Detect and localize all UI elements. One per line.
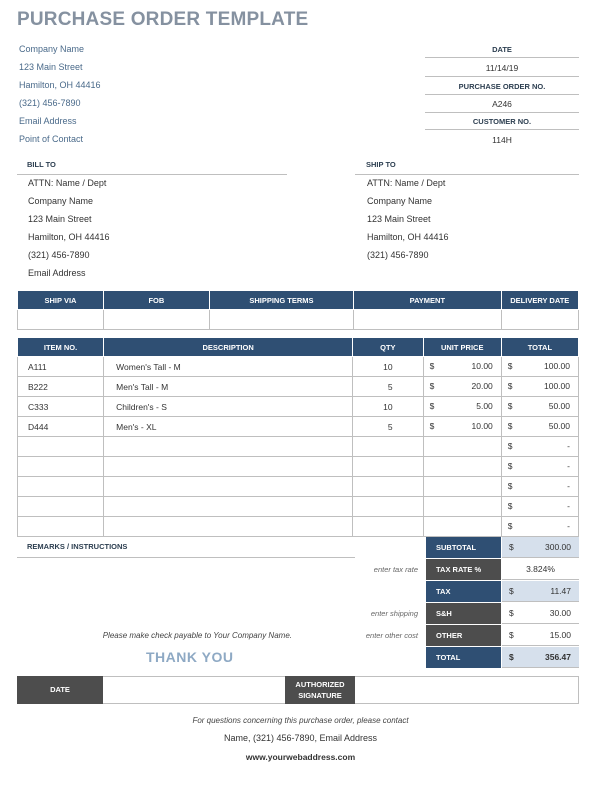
total-amount: - xyxy=(567,501,570,511)
bill-to-line: Hamilton, OH 44416 xyxy=(28,232,110,242)
total-value xyxy=(502,647,579,668)
item-no-cell[interactable] xyxy=(18,497,104,517)
unit-price-cell[interactable] xyxy=(423,437,501,457)
customer-value[interactable]: 114H xyxy=(492,135,512,145)
description-cell[interactable]: Men's Tall - M xyxy=(104,377,353,397)
currency-symbol: $ xyxy=(507,461,513,471)
company-street: 123 Main Street xyxy=(19,62,83,72)
description-cell[interactable] xyxy=(104,437,353,457)
shipping-terms-header: SHIPPING TERMS xyxy=(209,291,353,310)
item-no-cell[interactable]: D444 xyxy=(18,417,104,437)
subtotal-label: SUBTOTAL xyxy=(426,537,501,558)
unit-price-header: UNIT PRICE xyxy=(423,338,501,357)
customer-label: CUSTOMER NO. xyxy=(472,117,532,126)
ship-to-line: (321) 456-7890 xyxy=(367,250,429,260)
ship-to-line: Hamilton, OH 44416 xyxy=(367,232,449,242)
currency-symbol: $ xyxy=(429,361,435,371)
total-amount: - xyxy=(567,481,570,491)
total-label: TOTAL xyxy=(426,647,501,668)
page-title: PURCHASE ORDER TEMPLATE xyxy=(17,9,309,30)
currency-symbol: $ xyxy=(507,361,513,371)
table-row xyxy=(18,437,579,457)
table-row xyxy=(18,497,579,517)
currency-symbol: $ xyxy=(507,381,513,391)
unit-price-cell[interactable] xyxy=(423,517,501,537)
item-no-cell[interactable]: B222 xyxy=(18,377,104,397)
subtotal-value xyxy=(502,537,579,558)
unit-price-cell[interactable] xyxy=(423,497,501,517)
date-value[interactable]: 11/14/19 xyxy=(485,63,519,73)
qty-cell[interactable] xyxy=(353,517,424,537)
item-no-cell[interactable] xyxy=(18,437,104,457)
fob-cell[interactable] xyxy=(104,310,210,330)
description-cell[interactable] xyxy=(104,517,353,537)
table-row xyxy=(18,477,579,497)
unit-price-cell[interactable] xyxy=(423,357,501,377)
total-cell xyxy=(501,497,578,517)
payment-header: PAYMENT xyxy=(354,291,501,310)
qty-cell[interactable]: 5 xyxy=(353,377,424,397)
ship-via-cell[interactable] xyxy=(18,310,104,330)
po-value[interactable]: A246 xyxy=(492,99,512,109)
bill-to-line: ATTN: Name / Dept xyxy=(28,178,107,188)
tax-rate-label: TAX RATE % xyxy=(426,559,501,580)
description-cell[interactable] xyxy=(104,457,353,477)
currency-symbol: $ xyxy=(429,421,435,431)
payable-note: Please make check payable to Your Company Name. xyxy=(102,631,292,640)
unit-price-cell[interactable] xyxy=(423,477,501,497)
table-row xyxy=(18,517,579,537)
currency-symbol: $ xyxy=(509,542,514,552)
footer-contact: Name, (321) 456-7890, Email Address xyxy=(223,733,378,743)
item-no-cell[interactable]: A111 xyxy=(18,357,104,377)
currency-symbol: $ xyxy=(507,501,513,511)
currency-symbol: $ xyxy=(509,652,514,662)
item-no-header: ITEM NO. xyxy=(18,338,104,357)
date-label: DATE xyxy=(492,45,512,54)
description-cell[interactable]: Children's - S xyxy=(104,397,353,417)
currency-symbol: $ xyxy=(507,441,513,451)
delivery-date-header: DELIVERY DATE xyxy=(501,291,578,310)
ship-via-header: SHIP VIA xyxy=(18,291,104,310)
currency-symbol: $ xyxy=(507,481,513,491)
other-label: OTHER xyxy=(426,625,501,646)
currency-symbol: $ xyxy=(507,521,513,531)
table-row xyxy=(18,357,579,377)
table-row xyxy=(18,417,579,437)
signature-field[interactable] xyxy=(355,676,579,704)
company-city: Hamilton, OH 44416 xyxy=(19,80,101,90)
other-hint: enter other cost xyxy=(365,631,418,640)
sh-label: S&H xyxy=(426,603,501,624)
footer-web[interactable]: www.yourwebaddress.com xyxy=(245,752,356,762)
item-no-cell[interactable]: C333 xyxy=(18,397,104,417)
tax-rate-hint: enter tax rate xyxy=(373,565,418,574)
tax-rate-value[interactable] xyxy=(502,559,579,580)
bill-to-line: Company Name xyxy=(28,196,94,206)
total-cell xyxy=(501,477,578,497)
total-amount: 356.47 xyxy=(545,652,571,662)
total-amount: 100.00 xyxy=(544,361,570,371)
description-cell[interactable] xyxy=(104,477,353,497)
total-amount: 50.00 xyxy=(548,401,570,411)
total-cell xyxy=(501,377,578,397)
other-value[interactable] xyxy=(502,625,579,646)
currency-symbol: $ xyxy=(509,630,514,640)
items-table xyxy=(17,337,579,537)
item-no-cell[interactable] xyxy=(18,517,104,537)
qty-cell[interactable]: 5 xyxy=(353,417,424,437)
qty-cell[interactable] xyxy=(353,437,424,457)
description-cell[interactable]: Women's Tall - M xyxy=(104,357,353,377)
total-amount: - xyxy=(567,441,570,451)
unit-price-amount: 20.00 xyxy=(471,381,493,391)
delivery-date-cell[interactable] xyxy=(501,310,578,330)
total-header: TOTAL xyxy=(501,338,578,357)
unit-price-amount: 10.00 xyxy=(471,421,493,431)
tax-amount: 11.47 xyxy=(550,586,571,596)
ship-to-line: 123 Main Street xyxy=(367,214,431,224)
subtotal-amount: 300.00 xyxy=(545,542,571,552)
unit-price-cell[interactable] xyxy=(423,417,501,437)
shipping-table xyxy=(17,290,579,330)
bill-to-line: Email Address xyxy=(28,268,86,278)
other-amount[interactable]: 15.00 xyxy=(549,630,571,640)
total-amount: 50.00 xyxy=(548,421,570,431)
unit-price-amount: 5.00 xyxy=(476,401,493,411)
qty-cell[interactable] xyxy=(353,457,424,477)
footer-contact-note: For questions concerning this purchase order, please contact xyxy=(192,716,409,725)
description-cell[interactable] xyxy=(104,497,353,517)
po-label: PURCHASE ORDER NO. xyxy=(458,82,546,91)
unit-price-amount: 10.00 xyxy=(471,361,493,371)
total-cell xyxy=(501,357,578,377)
shipping-terms-cell[interactable] xyxy=(209,310,353,330)
qty-cell[interactable]: 10 xyxy=(353,357,424,377)
total-cell xyxy=(501,517,578,537)
description-cell[interactable]: Men's - XL xyxy=(104,417,353,437)
auth-label-line2: SIGNATURE xyxy=(298,691,342,700)
description-header: DESCRIPTION xyxy=(104,338,353,357)
currency-symbol: $ xyxy=(509,608,514,618)
qty-cell[interactable]: 10 xyxy=(353,397,424,417)
qty-header: QTY xyxy=(353,338,424,357)
total-amount: - xyxy=(567,461,570,471)
authorized-signature-label xyxy=(285,676,355,704)
company-email: Email Address xyxy=(19,116,77,126)
tax-rate-amount[interactable]: 3.824% xyxy=(526,564,555,574)
sh-value[interactable] xyxy=(502,603,579,624)
sig-date-label: DATE xyxy=(17,676,103,704)
fob-header: FOB xyxy=(104,291,210,310)
remarks-label: REMARKS / INSTRUCTIONS xyxy=(27,542,128,551)
unit-price-cell[interactable] xyxy=(423,377,501,397)
bill-to-line: 123 Main Street xyxy=(28,214,92,224)
table-row xyxy=(18,377,579,397)
thank-you: THANK YOU xyxy=(146,649,234,665)
total-cell xyxy=(501,417,578,437)
currency-symbol: $ xyxy=(429,401,435,411)
currency-symbol: $ xyxy=(507,421,513,431)
company-contact: Point of Contact xyxy=(19,134,84,144)
qty-cell[interactable] xyxy=(353,497,424,517)
unit-price-cell[interactable] xyxy=(423,457,501,477)
tax-label: TAX xyxy=(426,581,501,602)
ship-to-label: SHIP TO xyxy=(366,160,396,169)
total-cell xyxy=(501,457,578,477)
qty-cell[interactable] xyxy=(353,477,424,497)
item-no-cell[interactable] xyxy=(18,477,104,497)
table-row xyxy=(18,457,579,477)
bill-to-label: BILL TO xyxy=(27,160,56,169)
item-no-cell[interactable] xyxy=(18,457,104,477)
shipping-hint: enter shipping xyxy=(370,609,418,618)
payment-cell[interactable] xyxy=(354,310,501,330)
total-amount: - xyxy=(567,521,570,531)
total-cell xyxy=(501,397,578,417)
bill-to-line: (321) 456-7890 xyxy=(28,250,90,260)
sig-date-field[interactable] xyxy=(103,676,285,704)
total-amount: 100.00 xyxy=(544,381,570,391)
ship-to-line: ATTN: Name / Dept xyxy=(367,178,446,188)
sh-amount[interactable]: 30.00 xyxy=(549,608,571,618)
auth-label-line1: AUTHORIZED xyxy=(295,680,345,689)
company-name: Company Name xyxy=(19,44,85,54)
currency-symbol: $ xyxy=(509,586,514,596)
currency-symbol: $ xyxy=(429,381,435,391)
unit-price-cell[interactable] xyxy=(423,397,501,417)
tax-value xyxy=(502,581,579,602)
table-row xyxy=(18,397,579,417)
company-phone: (321) 456-7890 xyxy=(19,98,81,108)
currency-symbol: $ xyxy=(507,401,513,411)
total-cell xyxy=(501,437,578,457)
ship-to-line: Company Name xyxy=(367,196,433,206)
